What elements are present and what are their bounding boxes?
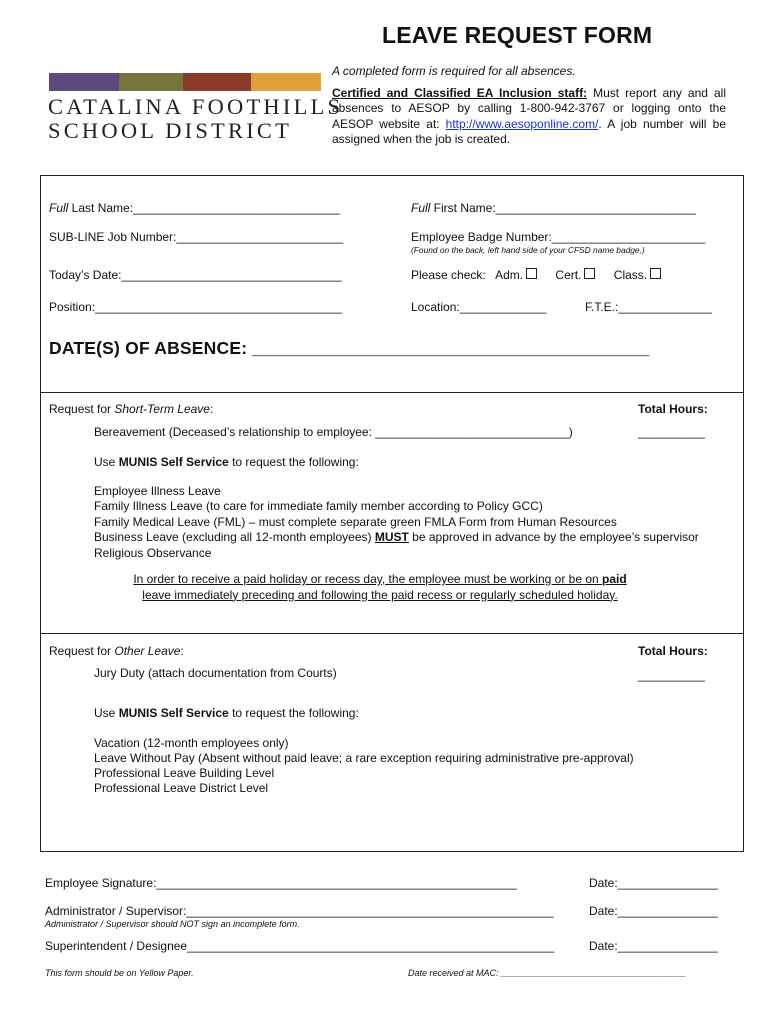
logo-bar-gold [251, 73, 321, 91]
short-term-total-hours-label: Total Hours: [638, 402, 708, 416]
superintendent-date-field[interactable]: Date:_______________ [589, 939, 718, 953]
logo-line-2: SCHOOL DISTRICT [48, 118, 293, 143]
please-check-label: Please check: [411, 268, 486, 282]
location-field[interactable]: Location:_____________ [411, 300, 547, 314]
intro-staff-label: Certified and Classified EA Inclusion staff: [332, 86, 588, 100]
list-item: Professional Leave District Level [94, 781, 269, 795]
dates-of-absence-field[interactable]: DATE(S) OF ABSENCE: ________________________________________ [49, 338, 650, 358]
date-received-field[interactable]: Date received at MAC: _____________________________________ [408, 968, 687, 978]
administrator-date-field[interactable]: Date:_______________ [589, 904, 718, 918]
adm-checkbox[interactable] [526, 268, 537, 279]
bereavement-field[interactable]: Bereavement (Deceased’s relationship to employee: _____________________________) [94, 425, 573, 439]
class-checkbox[interactable] [650, 268, 661, 279]
paid-holiday-note: In order to receive a paid holiday or recess day, the employee must be working or be on paid leave immediately preceding and following the paid recess or regularly scheduled holiday. [133, 572, 627, 602]
fte-field[interactable]: F.T.E.:______________ [585, 300, 712, 314]
intro-text-1: Must report any and all absences to AESOP by calling 1-800-942-3767 or logging onto the AESOP website at: [332, 86, 726, 131]
logo-bar-olive [119, 73, 183, 91]
employee-signature-date-field[interactable]: Date:_______________ [589, 876, 718, 890]
list-item: Religious Observance [94, 546, 212, 560]
list-item: Family Medical Leave (FML) – must complete separate green FMLA Form from Human Resources [94, 515, 617, 529]
bereavement-hours-field[interactable]: __________ [638, 425, 705, 439]
munis-instruction-other: Use MUNIS Self Service to request the following: [94, 706, 359, 720]
position-field[interactable]: Position:_____________________________________ [49, 300, 342, 314]
todays-date-field[interactable]: Today’s Date:_________________________________ [49, 268, 342, 282]
employee-type-checks [411, 268, 661, 282]
first-name-field[interactable]: Full First Name:______________________________ [411, 201, 696, 215]
list-item: Employee Illness Leave [94, 484, 221, 498]
cert-checkbox[interactable] [584, 268, 595, 279]
employee-signature-field[interactable]: Employee Signature:______________________________________________________ [45, 876, 517, 890]
jury-duty-item: Jury Duty (attach documentation from Courts) [94, 666, 337, 680]
badge-note: (Found on the back, left hand side of your CFSD name badge.) [411, 245, 645, 255]
form-title: LEAVE REQUEST FORM [382, 22, 653, 48]
logo-bar-purple [49, 73, 119, 91]
other-total-hours-label: Total Hours: [638, 644, 708, 658]
intro-text-2: . A job number will be assigned when the job is created. [332, 116, 726, 146]
class-label: Class. [613, 268, 648, 282]
list-item: Leave Without Pay (Absent without paid leave; a rare exception requiring administrative pre-approval) [94, 751, 634, 765]
business-leave-item: Business Leave (excluding all 12-month employees) MUST be approved in advance by the employee’s supervisor [94, 530, 699, 544]
aesop-link[interactable]: http://www.aesoponline.com/ [445, 116, 599, 131]
administrator-signature-field[interactable]: Administrator / Supervisor:_______________________________________________________ [45, 904, 554, 918]
short-term-heading: Request for Short-Term Leave: [49, 402, 214, 416]
yellow-paper-note: This form should be on Yellow Paper. [45, 968, 194, 978]
administrator-note: Administrator / Supervisor should NOT sign an incomplete form. [45, 919, 300, 929]
jury-duty-hours-field[interactable]: __________ [638, 668, 705, 682]
last-name-field[interactable]: Full Last Name:_______________________________ [49, 201, 340, 215]
sub-line-job-number-field[interactable]: SUB-LINE Job Number:_________________________ [49, 230, 344, 244]
intro-required-note: A completed form is required for all absences. [332, 64, 576, 78]
other-leave-heading: Request for Other Leave: [49, 644, 184, 658]
list-item: Family Illness Leave (to care for immediate family member according to Policy GCC) [94, 499, 543, 513]
munis-instruction: Use MUNIS Self Service to request the following: [94, 455, 359, 469]
badge-number-field[interactable]: Employee Badge Number:_______________________ [411, 230, 706, 244]
list-item: Vacation (12-month employees only) [94, 736, 289, 750]
superintendent-signature-field[interactable]: Superintendent / Designee_______________________________________________________ [45, 939, 555, 953]
logo-line-1: CATALINA FOOTHILLS [48, 94, 344, 119]
list-item: Professional Leave Building Level [94, 766, 275, 780]
adm-label: Adm. [495, 268, 524, 282]
cert-label: Cert. [555, 268, 582, 282]
logo-bar-red [183, 73, 251, 91]
intro-paragraph [332, 86, 726, 147]
